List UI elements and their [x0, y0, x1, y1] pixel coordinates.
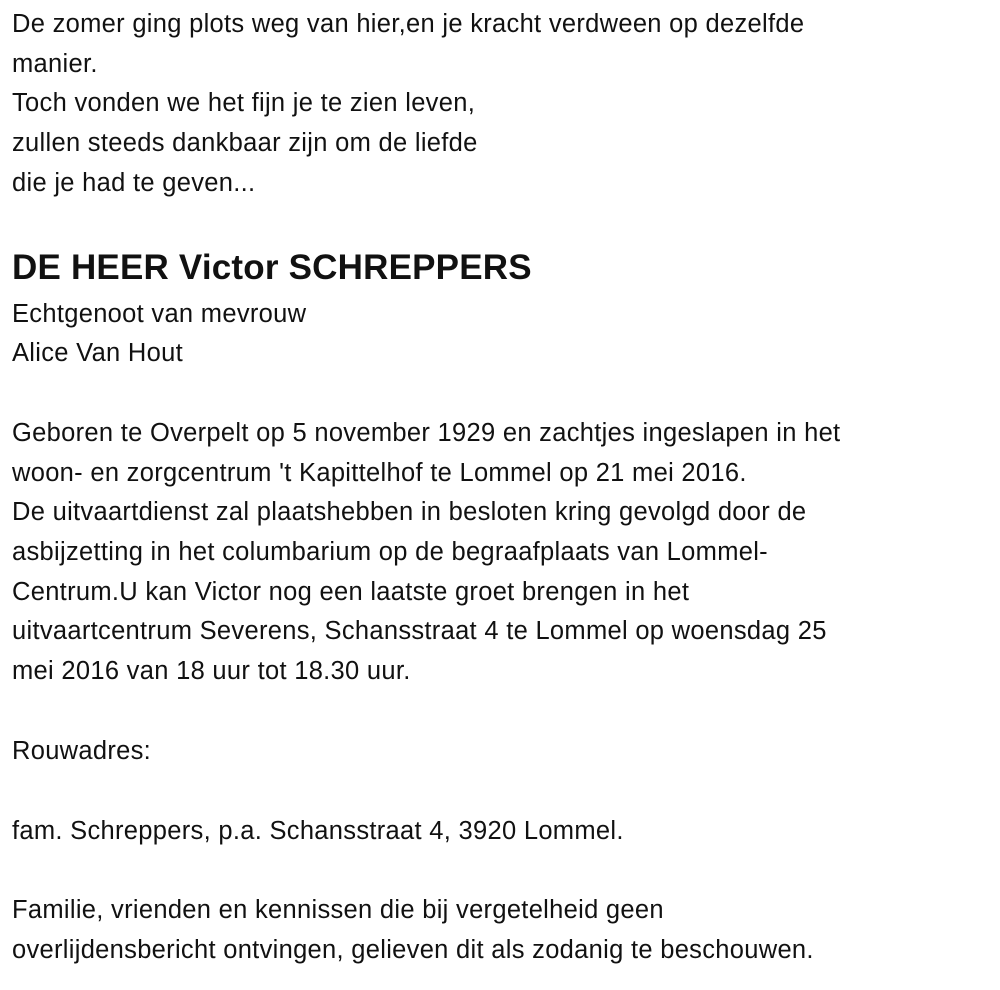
poem-line: manier. — [12, 49, 98, 78]
poem-line: De zomer ging plots weg van hier,en je kracht verdween op dezelfde — [12, 10, 805, 38]
details-line: uitvaartcentrum Severens, Schansstraat 4 te Lommel op woensdag 25 — [12, 617, 827, 646]
address — [12, 812, 1000, 852]
details-line: Centrum.U kan Victor nog een laatste groet brengen in het — [12, 577, 690, 606]
spouse-line: Alice Van Hout — [12, 339, 183, 368]
address-label-text: Rouwadres: — [12, 736, 152, 765]
spouse-info — [12, 295, 1000, 374]
closing-line: overlijdensbericht ontvingen, gelieven dit als zodanig te beschouwen. — [12, 935, 814, 964]
details-line: mei 2016 van 18 uur tot 18.30 uur. — [12, 657, 411, 686]
details-line: De uitvaartdienst zal plaatshebben in besloten kring gevolgd door de — [12, 498, 807, 527]
details-line: asbijzetting in het columbarium op de begraafplaats van Lommel- — [12, 538, 768, 567]
poem-line: Toch vonden we het fijn je te zien leven, — [12, 89, 476, 118]
poem-line: zullen steeds dankbaar zijn om de liefde — [12, 129, 478, 158]
spouse-line: Echtgenoot van mevrouw — [12, 299, 307, 328]
details-paragraph — [12, 414, 1000, 692]
details-line: Geboren te Overpelt op 5 november 1929 en zachtjes ingeslapen in het — [12, 418, 841, 447]
poem-line: die je had te geven... — [12, 168, 256, 197]
address-text: fam. Schreppers, p.a. Schansstraat 4, 3920 Lommel. — [12, 816, 624, 845]
details-line: woon- en zorgcentrum 't Kapittelhof te Lommel op 21 mei 2016. — [12, 458, 747, 487]
address-label — [12, 732, 1000, 772]
poem — [12, 5, 1000, 204]
deceased-name: DE HEER Victor SCHREPPERS — [12, 247, 532, 287]
closing-line: Familie, vrienden en kennissen die bij vergetelheid geen — [12, 896, 664, 925]
closing-paragraph — [12, 891, 1000, 970]
